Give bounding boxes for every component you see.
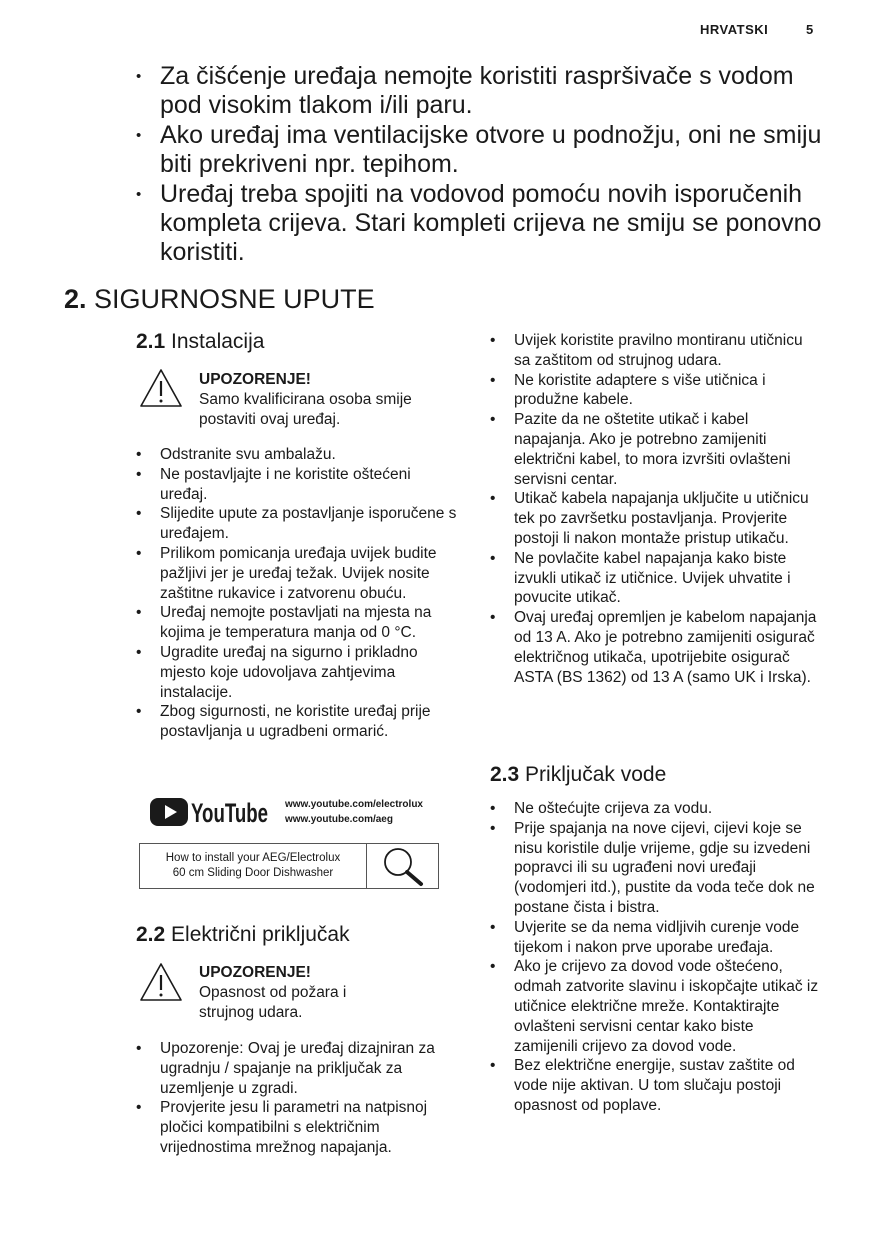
warning-title: UPOZORENJE!	[199, 371, 311, 388]
list-item: • Ne postavljajte i ne koristite oštećeni uređaj.	[136, 465, 461, 505]
list-item: • Uvijek koristite pravilno montiranu utičnicu sa zaštitom od strujnog udara.	[490, 331, 820, 371]
warning-triangle-icon	[139, 368, 183, 408]
howto-line: 60 cm Sliding Door Dishwasher	[172, 867, 334, 879]
howto-search-text	[140, 844, 366, 888]
water-list	[490, 799, 820, 1116]
subsection-title-text: Priključak vode	[525, 763, 667, 786]
language-label: HRVATSKI	[700, 22, 769, 37]
warning-text: Samo kvalificirana osoba smije postaviti ovaj uređaj.	[199, 390, 412, 428]
list-item: • Bez električne energije, sustav zaštite od vode nije aktivan. U tom slučaju postoji opasnost od poplave.	[490, 1056, 820, 1115]
electrical-list	[136, 1039, 466, 1158]
list-item: • Prije spajanja na nove cijevi, cijevi koje se nisu koristile dulje vrijeme, gdje su izvedeni popravci ili su ugrađeni novi uređaji (vodomjeri itd.), pustite da voda teče dok ne postane čista i bistra.	[490, 819, 820, 918]
list-item: • Utikač kabela napajanja uključite u utičnicu tek po završetku postavljanja. Provjerite postoji li nakon montaže pristup utikaču.	[490, 489, 820, 548]
list-item: • Slijedite upute za postavljanje isporučene s uređajem.	[136, 504, 461, 544]
electrical-list-continued	[490, 331, 820, 687]
list-item: • Uvjerite se da nema vidljivih curenje vode tijekom i nakon prve uporabe uređaja.	[490, 918, 820, 958]
subsection-title-water	[490, 762, 666, 788]
list-item: • Ne povlačite kabel napajanja kako biste izvukli utikač iz utičnice. Uvijek uhvatite i povucite utikač.	[490, 549, 820, 608]
list-item: • Provjerite jesu li parametri na natpisnoj pločici kompatibilni s električnim vrijednostima mrežnog napajanja.	[136, 1098, 466, 1157]
intro-list	[136, 62, 836, 268]
subsection-title-electrical	[136, 922, 350, 948]
list-item: • Uređaj treba spojiti na vodovod pomoću novih isporučenih kompleta crijeva. Stari kompleti crijeva ne smiju se ponovno koristiti.	[136, 180, 836, 267]
youtube-logo-text: YouTube	[191, 798, 268, 828]
howto-line: How to install your AEG/Electrolux	[165, 852, 341, 864]
search-icon	[376, 846, 432, 886]
list-item: • Upozorenje: Ovaj je uređaj dizajniran za ugradnju / spajanje na priključak za uzemljenje u zgradi.	[136, 1039, 466, 1098]
list-item: • Ugradite uređaj na sigurno i prikladno mjesto koje udovoljava zahtjevima instalacije.	[136, 643, 461, 702]
list-item: • Ovaj uređaj opremljen je kabelom napajanja od 13 A. Ako je potrebno zamijeniti osigurač električnog utikača, upotrijebite osigurač ASTA (BS 1362) od 13 A (samo UK i Irska).	[490, 608, 820, 687]
youtube-link-aeg[interactable]: www.youtube.com/aeg	[285, 814, 393, 825]
electrical-warning	[199, 963, 399, 1022]
list-item: • Ako uređaj ima ventilacijske otvore u podnožju, oni ne smiju biti prekriveni npr. tepihom.	[136, 121, 836, 179]
list-item: • Zbog sigurnosti, ne koristite uređaj prije postavljanja u ugradbeni ormarić.	[136, 702, 461, 742]
page-number: 5	[806, 22, 814, 37]
subsection-number: 2.1	[136, 330, 166, 353]
list-item: • Za čišćenje uređaja nemojte koristiti raspršivače s vodom pod visokim tlakom i/ili paru.	[136, 62, 836, 120]
list-item: • Ne oštećujte crijeva za vodu.	[490, 799, 820, 819]
subsection-title-text: Instalacija	[171, 330, 265, 353]
installation-warning	[199, 370, 419, 429]
subsection-number: 2.2	[136, 923, 166, 946]
youtube-links	[285, 797, 423, 827]
subsection-title-installation	[136, 329, 264, 355]
youtube-link-electrolux[interactable]: www.youtube.com/electrolux	[285, 799, 423, 810]
list-item: • Pazite da ne oštetite utikač i kabel napajanja. Ako je potrebno zamijeniti električni kabel, to mora izvršiti ovlašteni servisni centar.	[490, 410, 820, 489]
list-item: • Odstranite svu ambalažu.	[136, 445, 461, 465]
youtube-logo	[150, 797, 268, 827]
section-number: 2.	[64, 284, 87, 314]
list-item: • Uređaj nemojte postavljati na mjesta na kojima je temperatura manja od 0 °C.	[136, 603, 461, 643]
installation-list	[136, 445, 461, 742]
list-item: • Prilikom pomicanja uređaja uvijek budite pažljivi jer je uređaj težak. Uvijek nosite zaštitne rukavice i zatvorenu obuću.	[136, 544, 461, 603]
warning-text: Opasnost od požara i strujnog udara.	[199, 983, 347, 1021]
list-item: • Ako je crijevo za dovod vode oštećeno, odmah zatvorite slavinu i iskopčajte utikač iz utičnice električne mreže. Kontaktirajte ovlašteni servisni centar kako biste zamijenili crijevo za dovod vode.	[490, 957, 820, 1056]
howto-search-box[interactable]	[139, 843, 439, 889]
list-item: • Ne koristite adaptere s više utičnica i produžne kabele.	[490, 371, 820, 411]
subsection-number: 2.3	[490, 763, 520, 786]
section-title-text: SIGURNOSNE UPUTE	[94, 284, 375, 314]
warning-title: UPOZORENJE!	[199, 964, 311, 981]
section-title	[64, 283, 375, 315]
warning-triangle-icon	[139, 962, 183, 1002]
divider	[366, 844, 367, 888]
subsection-title-text: Električni priključak	[171, 923, 350, 946]
